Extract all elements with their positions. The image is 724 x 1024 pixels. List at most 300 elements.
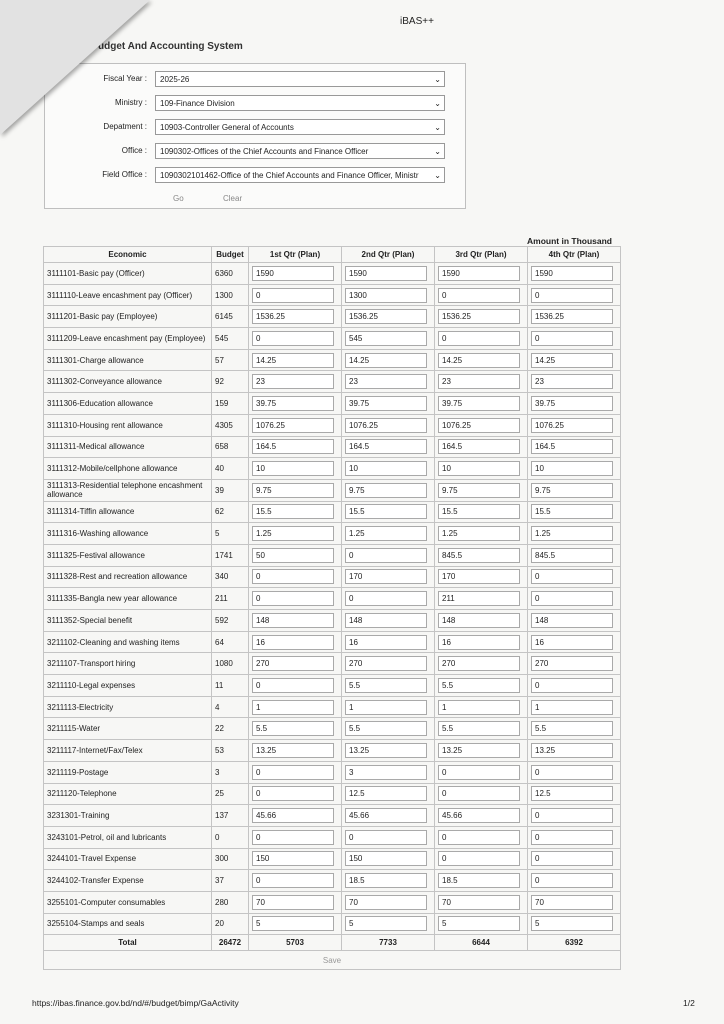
economic-code-cell: 3111311-Medical allowance <box>44 436 212 458</box>
q1-plan-input[interactable]: 15.5 <box>252 504 334 519</box>
budget-cell: 340 <box>212 566 249 588</box>
quarter-cell <box>435 328 528 350</box>
q1-plan-input[interactable]: 0 <box>252 830 334 845</box>
budget-cell: 0 <box>212 826 249 848</box>
budget-cell: 57 <box>212 349 249 371</box>
quarter-cell <box>528 523 621 545</box>
q1-plan-input[interactable]: 0 <box>252 288 334 303</box>
q1-plan-input[interactable]: 0 <box>252 591 334 606</box>
quarter-cell <box>342 761 435 783</box>
economic-code-cell: 3111328-Rest and recreation allowance <box>44 566 212 588</box>
table-row <box>44 263 621 285</box>
q1-plan-input[interactable]: 70 <box>252 895 334 910</box>
q3-plan-input[interactable]: 0 <box>438 830 520 845</box>
clear-button[interactable]: Clear <box>223 194 243 203</box>
economic-code-cell: 3211102-Cleaning and washing items <box>44 631 212 653</box>
q3-plan-input[interactable]: 45.66 <box>438 808 520 823</box>
q2-plan-input[interactable]: 23 <box>345 374 427 389</box>
quarter-cell <box>342 740 435 762</box>
q3-plan-input[interactable]: 170 <box>438 569 520 584</box>
q1-plan-input[interactable]: 13.25 <box>252 743 334 758</box>
q3-plan-input[interactable]: 164.5 <box>438 439 520 454</box>
q2-plan-input[interactable]: 70 <box>345 895 427 910</box>
quarter-cell <box>342 501 435 523</box>
office-row <box>45 143 467 161</box>
header-budget: Budget <box>212 247 249 263</box>
q3-plan-input[interactable]: 16 <box>438 635 520 650</box>
budget-cell: 39 <box>212 479 249 501</box>
q1-plan-input[interactable]: 16 <box>252 635 334 650</box>
q1-plan-input[interactable]: 1590 <box>252 266 334 281</box>
q3-plan-input[interactable]: 70 <box>438 895 520 910</box>
q4-plan-input[interactable]: 15.5 <box>531 504 613 519</box>
q4-plan-input[interactable]: 1590 <box>531 266 613 281</box>
table-row <box>44 523 621 545</box>
q2-plan-input[interactable]: 39.75 <box>345 396 427 411</box>
q3-plan-input[interactable]: 211 <box>438 591 520 606</box>
q3-plan-input[interactable]: 0 <box>438 288 520 303</box>
q4-plan-input[interactable]: 14.25 <box>531 353 613 368</box>
page-fold-corner <box>0 0 150 135</box>
economic-code-cell: 3211119-Postage <box>44 761 212 783</box>
quarter-cell <box>435 826 528 848</box>
q4-plan-input[interactable]: 13.25 <box>531 743 613 758</box>
q4-plan-input[interactable]: 164.5 <box>531 439 613 454</box>
q4-plan-input[interactable]: 0 <box>531 591 613 606</box>
quarter-cell <box>435 501 528 523</box>
q4-plan-input[interactable]: 1536.25 <box>531 309 613 324</box>
q2-plan-input[interactable]: 1300 <box>345 288 427 303</box>
economic-code-cell: 3111352-Special benefit <box>44 610 212 632</box>
quarter-cell <box>528 696 621 718</box>
budget-cell: 6145 <box>212 306 249 328</box>
budget-cell: 592 <box>212 610 249 632</box>
q2-plan-input[interactable]: 3 <box>345 765 427 780</box>
q1-plan-input[interactable]: 1 <box>252 700 334 715</box>
quarter-cell <box>435 414 528 436</box>
q4-plan-input[interactable]: 0 <box>531 678 613 693</box>
q4-plan-input[interactable]: 9.75 <box>531 483 613 498</box>
q2-plan-input[interactable]: 16 <box>345 635 427 650</box>
quarter-cell <box>435 544 528 566</box>
economic-code-cell: 3111209-Leave encashment pay (Employee) <box>44 328 212 350</box>
q1-plan-input[interactable]: 270 <box>252 656 334 671</box>
quarter-cell <box>249 328 342 350</box>
q4-plan-input[interactable]: 0 <box>531 830 613 845</box>
total-label: Total <box>44 935 212 951</box>
q1-plan-input[interactable]: 45.66 <box>252 808 334 823</box>
quarter-cell <box>249 761 342 783</box>
q2-plan-input[interactable]: 14.25 <box>345 353 427 368</box>
q1-plan-input[interactable]: 9.75 <box>252 483 334 498</box>
ministry-label: Ministry : <box>115 98 147 107</box>
save-button[interactable]: Save <box>322 955 342 965</box>
quarter-cell <box>435 740 528 762</box>
table-row <box>44 458 621 480</box>
q2-plan-input[interactable]: 545 <box>345 331 427 346</box>
q3-plan-input[interactable]: 18.5 <box>438 873 520 888</box>
office-select[interactable] <box>155 143 445 159</box>
q1-plan-input[interactable]: 164.5 <box>252 439 334 454</box>
quarter-cell <box>528 393 621 415</box>
q4-plan-input[interactable]: 0 <box>531 288 613 303</box>
table-row <box>44 913 621 935</box>
q4-plan-input[interactable]: 1.25 <box>531 526 613 541</box>
budget-cell: 658 <box>212 436 249 458</box>
quarter-cell <box>342 675 435 697</box>
q3-plan-input[interactable]: 13.25 <box>438 743 520 758</box>
q4-plan-input[interactable]: 1 <box>531 700 613 715</box>
fiscal-year-select[interactable] <box>155 71 445 87</box>
quarter-cell <box>249 826 342 848</box>
q1-plan-input[interactable]: 0 <box>252 678 334 693</box>
chevron-down-icon: ⌄ <box>434 75 441 84</box>
quarter-cell <box>528 631 621 653</box>
q4-plan-input[interactable]: 5 <box>531 916 613 931</box>
q2-plan-input[interactable]: 270 <box>345 656 427 671</box>
quarter-cell <box>249 306 342 328</box>
q1-plan-input[interactable]: 0 <box>252 873 334 888</box>
field-office-select[interactable] <box>155 167 445 183</box>
quarter-cell <box>342 349 435 371</box>
table-row <box>44 393 621 415</box>
quarter-cell <box>342 913 435 935</box>
quarter-cell <box>435 653 528 675</box>
budget-cell: 62 <box>212 501 249 523</box>
q4-plan-input[interactable]: 12.5 <box>531 786 613 801</box>
q4-plan-input[interactable]: 39.75 <box>531 396 613 411</box>
quarter-cell <box>528 566 621 588</box>
quarter-cell <box>249 848 342 870</box>
budget-cell: 4305 <box>212 414 249 436</box>
table-row <box>44 718 621 740</box>
economic-code-cell: 3255104-Stamps and seals <box>44 913 212 935</box>
q3-plan-input[interactable]: 1076.25 <box>438 418 520 433</box>
q4-plan-input[interactable]: 10 <box>531 461 613 476</box>
economic-code-cell: 3111325-Festival allowance <box>44 544 212 566</box>
q2-plan-input[interactable]: 15.5 <box>345 504 427 519</box>
quarter-cell <box>435 891 528 913</box>
quarter-cell <box>249 631 342 653</box>
quarter-cell <box>342 523 435 545</box>
quarter-cell <box>342 263 435 285</box>
economic-code-cell: 3211113-Electricity <box>44 696 212 718</box>
quarter-cell <box>435 523 528 545</box>
quarter-cell <box>435 349 528 371</box>
quarter-cell <box>528 371 621 393</box>
quarter-cell <box>249 891 342 913</box>
q1-plan-input[interactable]: 148 <box>252 613 334 628</box>
quarter-cell <box>528 783 621 805</box>
q3-plan-input[interactable]: 0 <box>438 331 520 346</box>
q3-plan-input[interactable]: 9.75 <box>438 483 520 498</box>
quarter-cell <box>435 306 528 328</box>
q1-plan-input[interactable]: 0 <box>252 331 334 346</box>
quarter-cell <box>435 913 528 935</box>
quarter-cell <box>342 566 435 588</box>
q2-plan-input[interactable]: 1536.25 <box>345 309 427 324</box>
footer-page-number: 1/2 <box>683 998 695 1008</box>
quarter-cell <box>435 696 528 718</box>
budget-cell: 22 <box>212 718 249 740</box>
q1-plan-input[interactable]: 14.25 <box>252 353 334 368</box>
q2-plan-input[interactable]: 0 <box>345 548 427 563</box>
quarter-cell <box>435 436 528 458</box>
total-q3: 6644 <box>435 935 528 951</box>
q2-plan-input[interactable]: 164.5 <box>345 439 427 454</box>
save-row <box>44 951 621 970</box>
q1-plan-input[interactable]: 5 <box>252 916 334 931</box>
ministry-select[interactable] <box>155 95 445 111</box>
q1-plan-input[interactable]: 5.5 <box>252 721 334 736</box>
economic-code-cell: 3231301-Training <box>44 805 212 827</box>
economic-code-cell: 3111316-Washing allowance <box>44 523 212 545</box>
q4-plan-input[interactable]: 0 <box>531 765 613 780</box>
quarter-cell <box>249 696 342 718</box>
quarter-cell <box>435 848 528 870</box>
q2-plan-input[interactable]: 12.5 <box>345 786 427 801</box>
q3-plan-input[interactable]: 0 <box>438 786 520 801</box>
quarter-cell <box>342 306 435 328</box>
q4-plan-input[interactable]: 0 <box>531 851 613 866</box>
budget-cell: 53 <box>212 740 249 762</box>
economic-code-cell: 3211110-Legal expenses <box>44 675 212 697</box>
q3-plan-input[interactable]: 23 <box>438 374 520 389</box>
system-title: udget And Accounting System <box>98 41 243 52</box>
budget-cell: 159 <box>212 393 249 415</box>
department-value: 10903-Controller General of Accounts <box>160 123 294 132</box>
q2-plan-input[interactable]: 5.5 <box>345 678 427 693</box>
quarter-cell <box>342 848 435 870</box>
quarter-cell <box>342 653 435 675</box>
budget-cell: 11 <box>212 675 249 697</box>
table-row <box>44 501 621 523</box>
quarter-cell <box>342 414 435 436</box>
quarter-cell <box>342 696 435 718</box>
department-select[interactable] <box>155 119 445 135</box>
q3-plan-input[interactable]: 148 <box>438 613 520 628</box>
q2-plan-input[interactable]: 0 <box>345 591 427 606</box>
table-row <box>44 284 621 306</box>
q3-plan-input[interactable]: 0 <box>438 765 520 780</box>
q3-plan-input[interactable]: 10 <box>438 461 520 476</box>
q3-plan-input[interactable]: 270 <box>438 656 520 671</box>
header-q4: 4th Qtr (Plan) <box>528 247 621 263</box>
quarter-cell <box>249 718 342 740</box>
q2-plan-input[interactable]: 150 <box>345 851 427 866</box>
quarter-cell <box>528 436 621 458</box>
table-row <box>44 306 621 328</box>
q2-plan-input[interactable]: 1076.25 <box>345 418 427 433</box>
q4-plan-input[interactable]: 0 <box>531 808 613 823</box>
table-row <box>44 566 621 588</box>
q3-plan-input[interactable]: 39.75 <box>438 396 520 411</box>
office-label: Office : <box>121 146 147 155</box>
quarter-cell <box>342 284 435 306</box>
q1-plan-input[interactable]: 150 <box>252 851 334 866</box>
q2-plan-input[interactable]: 170 <box>345 569 427 584</box>
q4-plan-input[interactable]: 0 <box>531 569 613 584</box>
quarter-cell <box>528 848 621 870</box>
q2-plan-input[interactable]: 1 <box>345 700 427 715</box>
table-row <box>44 610 621 632</box>
economic-code-cell: 3111313-Residential telephone encashment allowance <box>44 479 212 501</box>
economic-code-cell: 3111101-Basic pay (Officer) <box>44 263 212 285</box>
quarter-cell <box>249 523 342 545</box>
budget-cell: 4 <box>212 696 249 718</box>
q1-plan-input[interactable]: 1076.25 <box>252 418 334 433</box>
quarter-cell <box>435 783 528 805</box>
budget-cell: 64 <box>212 631 249 653</box>
q3-plan-input[interactable]: 15.5 <box>438 504 520 519</box>
q4-plan-input[interactable]: 23 <box>531 374 613 389</box>
quarter-cell <box>528 740 621 762</box>
q1-plan-input[interactable]: 10 <box>252 461 334 476</box>
table-row <box>44 826 621 848</box>
quarter-cell <box>435 284 528 306</box>
budget-cell: 1741 <box>212 544 249 566</box>
economic-code-cell: 3244102-Transfer Expense <box>44 870 212 892</box>
footer-url: https://ibas.finance.gov.bd/nd/#/budget/bimp/GaActivity <box>32 998 239 1008</box>
q1-plan-input[interactable]: 23 <box>252 374 334 389</box>
quarter-cell <box>249 588 342 610</box>
total-row <box>44 935 621 951</box>
q2-plan-input[interactable]: 1.25 <box>345 526 427 541</box>
field-office-value: 1090302101462-Office of the Chief Accounts and Finance Officer, Ministr <box>160 171 419 180</box>
quarter-cell <box>342 458 435 480</box>
budget-cell: 3 <box>212 761 249 783</box>
quarter-cell <box>528 588 621 610</box>
q3-plan-input[interactable]: 1.25 <box>438 526 520 541</box>
q3-plan-input[interactable]: 1 <box>438 700 520 715</box>
budget-cell: 1300 <box>212 284 249 306</box>
budget-cell: 545 <box>212 328 249 350</box>
q2-plan-input[interactable]: 5 <box>345 916 427 931</box>
total-q4: 6392 <box>528 935 621 951</box>
budget-cell: 40 <box>212 458 249 480</box>
q2-plan-input[interactable]: 1590 <box>345 266 427 281</box>
table-row <box>44 891 621 913</box>
q2-plan-input[interactable]: 9.75 <box>345 483 427 498</box>
total-q2: 7733 <box>342 935 435 951</box>
economic-code-cell: 3243101-Petrol, oil and lubricants <box>44 826 212 848</box>
budget-cell: 92 <box>212 371 249 393</box>
q1-plan-input[interactable]: 0 <box>252 569 334 584</box>
chevron-down-icon: ⌄ <box>434 99 441 108</box>
quarter-cell <box>249 501 342 523</box>
chevron-down-icon: ⌄ <box>434 171 441 180</box>
q2-plan-input[interactable]: 148 <box>345 613 427 628</box>
table-row <box>44 848 621 870</box>
quarter-cell <box>342 783 435 805</box>
q4-plan-input[interactable]: 16 <box>531 635 613 650</box>
quarter-cell <box>342 631 435 653</box>
quarter-cell <box>342 544 435 566</box>
quarter-cell <box>249 436 342 458</box>
q2-plan-input[interactable]: 10 <box>345 461 427 476</box>
economic-code-cell: 3111314-Tiffin allowance <box>44 501 212 523</box>
page-header-title: iBAS++ <box>400 16 434 27</box>
table-row <box>44 479 621 501</box>
q1-plan-input[interactable]: 39.75 <box>252 396 334 411</box>
quarter-cell <box>435 566 528 588</box>
quarter-cell <box>528 349 621 371</box>
economic-code-cell: 3111335-Bangla new year allowance <box>44 588 212 610</box>
q4-plan-input[interactable]: 845.5 <box>531 548 613 563</box>
q3-plan-input[interactable]: 5.5 <box>438 678 520 693</box>
q4-plan-input[interactable]: 70 <box>531 895 613 910</box>
quarter-cell <box>249 740 342 762</box>
q4-plan-input[interactable]: 270 <box>531 656 613 671</box>
economic-code-cell: 3111110-Leave encashment pay (Officer) <box>44 284 212 306</box>
q1-plan-input[interactable]: 0 <box>252 786 334 801</box>
budget-cell: 300 <box>212 848 249 870</box>
q2-plan-input[interactable]: 5.5 <box>345 721 427 736</box>
quarter-cell <box>249 610 342 632</box>
table-row <box>44 740 621 762</box>
go-button[interactable]: Go <box>173 194 184 203</box>
quarter-cell <box>342 718 435 740</box>
budget-cell: 280 <box>212 891 249 913</box>
chevron-down-icon: ⌄ <box>434 123 441 132</box>
q4-plan-input[interactable]: 5.5 <box>531 721 613 736</box>
quarter-cell <box>528 414 621 436</box>
table-row <box>44 696 621 718</box>
budget-cell: 1080 <box>212 653 249 675</box>
q4-plan-input[interactable]: 0 <box>531 873 613 888</box>
q3-plan-input[interactable]: 845.5 <box>438 548 520 563</box>
quarter-cell <box>249 653 342 675</box>
quarter-cell <box>528 284 621 306</box>
quarter-cell <box>342 588 435 610</box>
quarter-cell <box>342 826 435 848</box>
quarter-cell <box>249 913 342 935</box>
q3-plan-input[interactable]: 1590 <box>438 266 520 281</box>
q1-plan-input[interactable]: 0 <box>252 765 334 780</box>
economic-code-cell: 3111312-Mobile/cellphone allowance <box>44 458 212 480</box>
quarter-cell <box>528 544 621 566</box>
q1-plan-input[interactable]: 1536.25 <box>252 309 334 324</box>
quarter-cell <box>342 870 435 892</box>
field-office-row <box>45 167 467 185</box>
q3-plan-input[interactable]: 0 <box>438 851 520 866</box>
amount-unit-note: Amount in Thousand <box>527 236 612 246</box>
table-row <box>44 588 621 610</box>
q3-plan-input[interactable]: 5 <box>438 916 520 931</box>
quarter-cell <box>435 393 528 415</box>
q2-plan-input[interactable]: 45.66 <box>345 808 427 823</box>
q3-plan-input[interactable]: 14.25 <box>438 353 520 368</box>
q3-plan-input[interactable]: 5.5 <box>438 721 520 736</box>
table-row <box>44 631 621 653</box>
economic-code-cell: 3211117-Internet/Fax/Telex <box>44 740 212 762</box>
q4-plan-input[interactable]: 148 <box>531 613 613 628</box>
q2-plan-input[interactable]: 0 <box>345 830 427 845</box>
header-q2: 2nd Qtr (Plan) <box>342 247 435 263</box>
q1-plan-input[interactable]: 50 <box>252 548 334 563</box>
quarter-cell <box>249 675 342 697</box>
q1-plan-input[interactable]: 1.25 <box>252 526 334 541</box>
q3-plan-input[interactable]: 1536.25 <box>438 309 520 324</box>
q4-plan-input[interactable]: 1076.25 <box>531 418 613 433</box>
header-q1: 1st Qtr (Plan) <box>249 247 342 263</box>
budget-cell: 25 <box>212 783 249 805</box>
quarter-cell <box>342 328 435 350</box>
q2-plan-input[interactable]: 13.25 <box>345 743 427 758</box>
fiscal-year-value: 2025-26 <box>160 75 190 84</box>
q2-plan-input[interactable]: 18.5 <box>345 873 427 888</box>
q4-plan-input[interactable]: 0 <box>531 331 613 346</box>
